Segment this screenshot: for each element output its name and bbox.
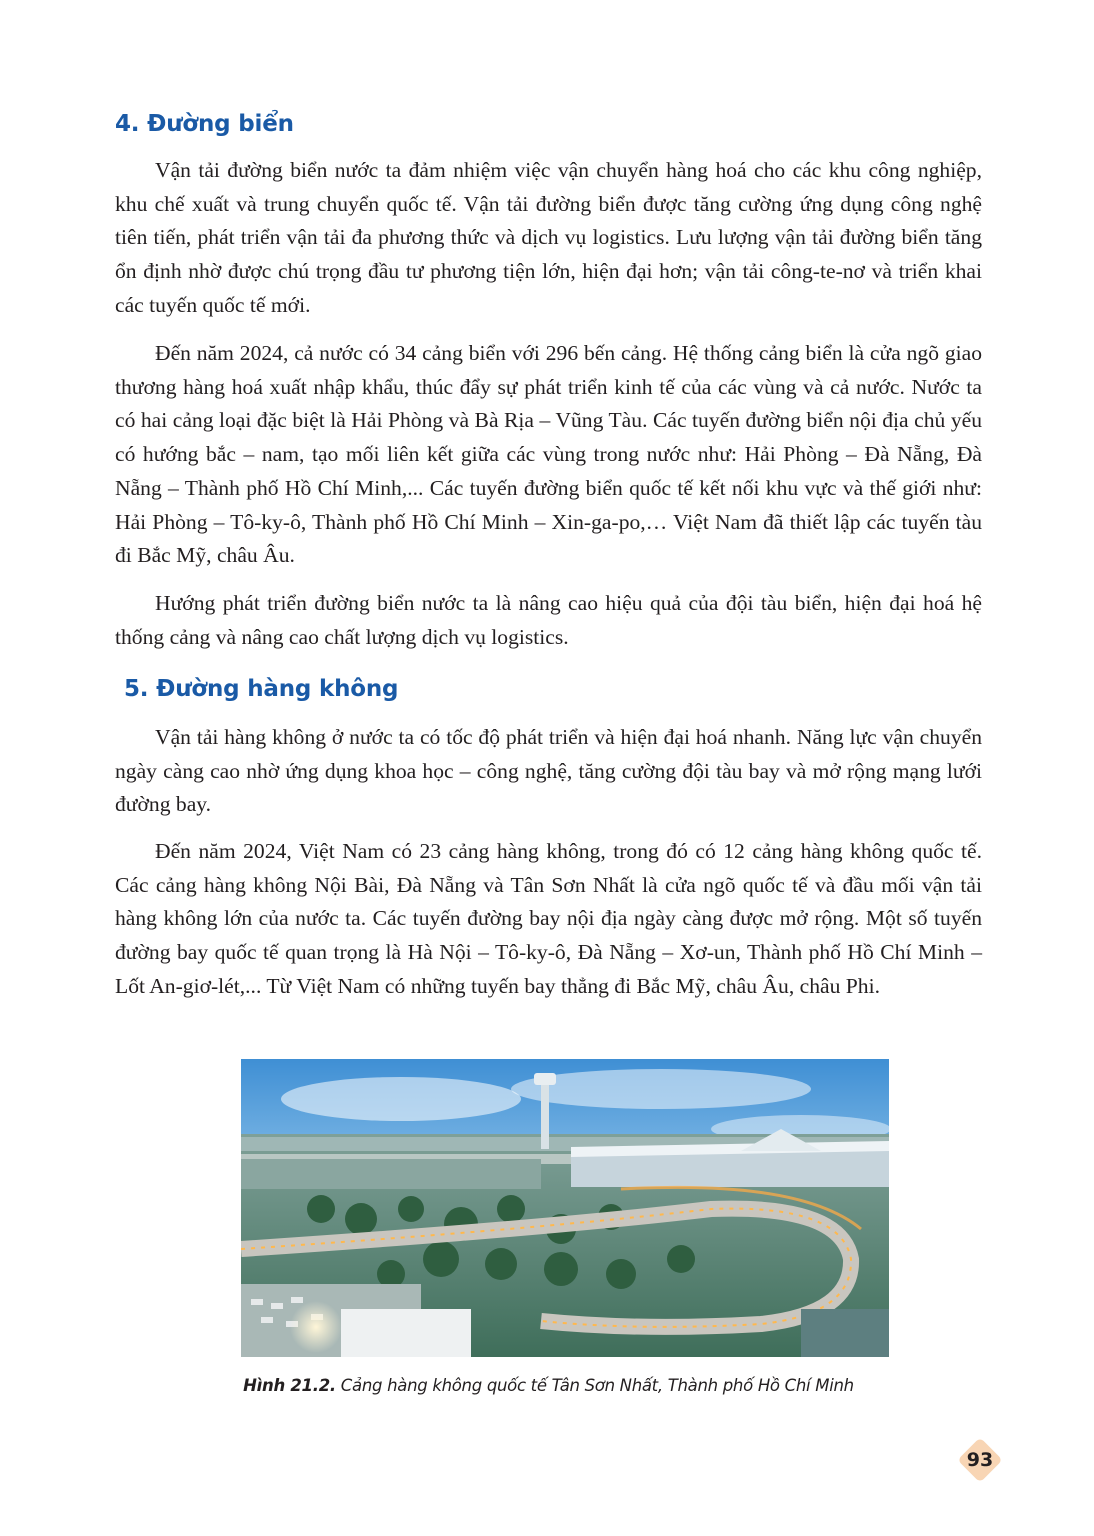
section-5-heading: 5. Đường hàng không [124, 676, 399, 702]
section-5-paragraph-2: Đến năm 2024, Việt Nam có 23 cảng hàng không, trong đó có 12 cảng hàng không quốc tế. Các cảng hàng không Nội Bài, Đà Nẵng và Tân Sơn Nhất là cửa ngõ quốc tế và đầu mối vận tải hàng không lớn của nước ta. Các tuyến đường bay nội địa ngày càng được mở rộng. Một số tuyến đường bay quốc tế quan trọng là Hà Nội – Tô-ky-ô, Đà Nẵng – Xơ-un, Thành phố Hồ Chí Minh – Lốt An-giơ-lét,... Từ Việt Nam có những tuyến bay thẳng đi Bắc Mỹ, châu Âu, châu Phi. [115, 839, 982, 998]
page-number: 93 [966, 1449, 994, 1471]
figure-caption [115, 1376, 982, 1395]
section-4-heading: 4. Đường biển [115, 111, 294, 137]
section-4-paragraph-2: Đến năm 2024, cả nước có 34 cảng biển với 296 bến cảng. Hệ thống cảng biển là cửa ngõ giao thương hàng hoá xuất nhập khẩu, thúc đẩy sự phát triển kinh tế của các vùng và cả nước. Nước ta có hai cảng loại đặc biệt là Hải Phòng và Bà Rịa – Vũng Tàu. Các tuyến đường biển nội địa chủ yếu có hướng bắc – nam, tạo mối liên kết giữa các vùng trong nước như: Hải Phòng – Đà Nẵng, Đà Nẵng – Thành phố Hồ Chí Minh,... Các tuyến đường biển quốc tế kết nối khu vực và thế giới như: Hải Phòng – Tô-ky-ô, Thành phố Hồ Chí Minh – Xin-ga-po,… Việt Nam đã thiết lập các tuyến tàu đi Bắc Mỹ, châu Âu. [115, 341, 982, 568]
airport-photo [241, 1059, 889, 1357]
page-number-badge [957, 1437, 1003, 1483]
section-4-paragraph-1: Vận tải đường biển nước ta đảm nhiệm việc vận chuyển hàng hoá cho các khu công nghiệp, khu chế xuất và trung chuyển quốc tế. Vận tải đường biển được tăng cường ứng dụng công nghệ tiên tiến, phát triển vận tải đa phương thức và dịch vụ logistics. Lưu lượng vận tải đường biển tăng ổn định nhờ được chú trọng đầu tư phương tiện lớn, hiện đại hơn; vận tải công-te-nơ và triển khai các tuyến quốc tế mới. [115, 158, 982, 317]
figure-number: Hình 21.2. [243, 1376, 336, 1395]
section-5-paragraph-1: Vận tải hàng không ở nước ta có tốc độ phát triển và hiện đại hoá nhanh. Năng lực vận chuyển ngày càng cao nhờ ứng dụng khoa học – công nghệ, tăng cường đội tàu bay và mở rộng mạng lưới đường bay. [115, 725, 982, 817]
figure-caption-text: Cảng hàng không quốc tế Tân Sơn Nhất, Thành phố Hồ Chí Minh [340, 1376, 854, 1395]
section-4-paragraph-3: Hướng phát triển đường biển nước ta là nâng cao hiệu quả của đội tàu biển, hiện đại hoá hệ thống cảng và nâng cao chất lượng dịch vụ logistics. [115, 591, 982, 649]
